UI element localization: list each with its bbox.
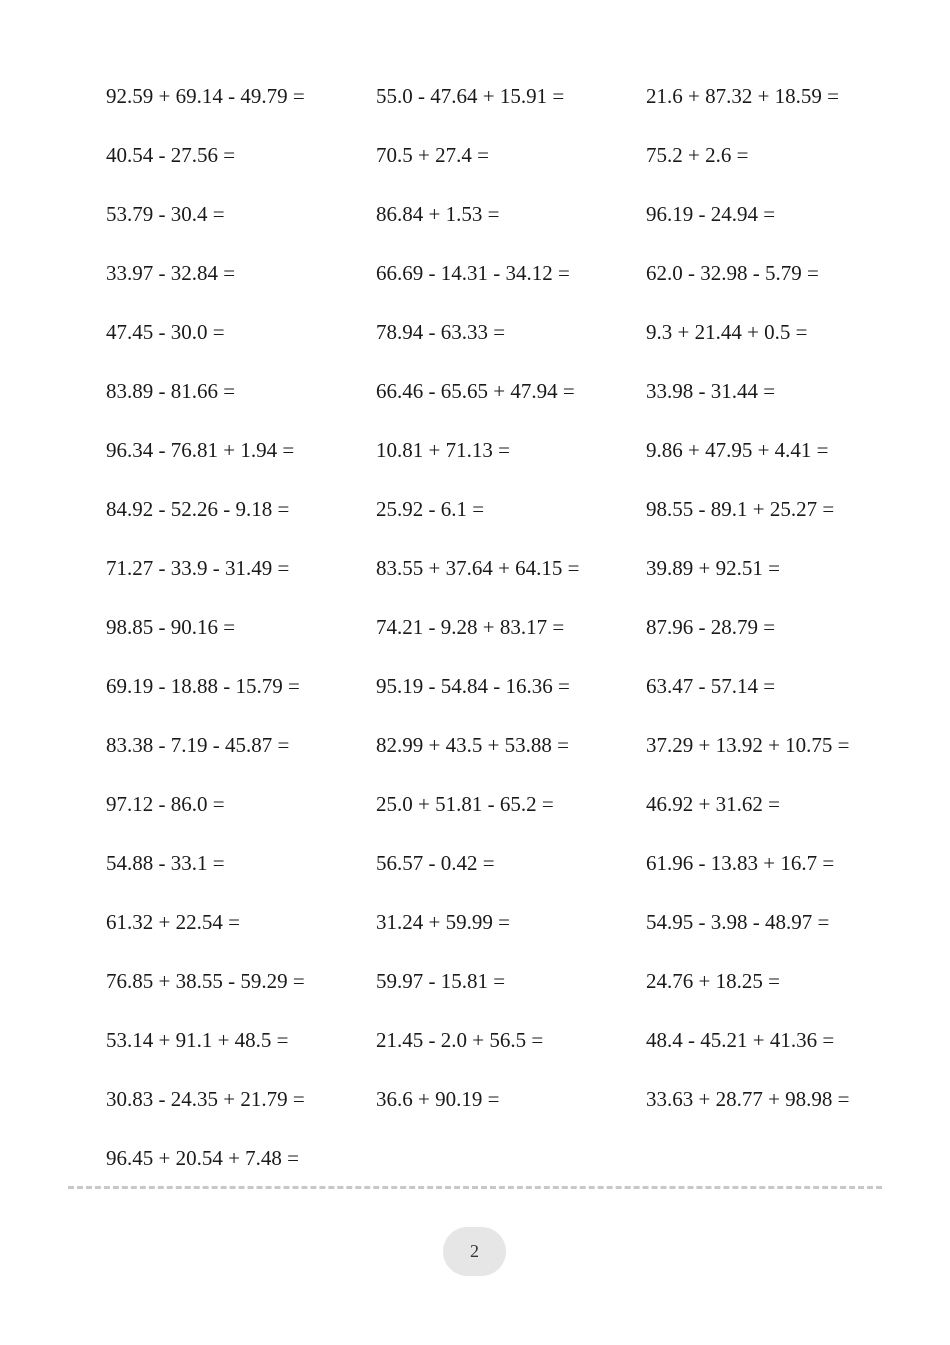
math-problem: 83.55 + 37.64 + 64.15 = — [376, 556, 580, 580]
math-problem: 96.19 - 24.94 = — [646, 202, 776, 226]
math-problem: 33.63 + 28.77 + 98.98 = — [646, 1087, 850, 1111]
math-problem: 96.34 - 76.81 + 1.94 = — [106, 438, 295, 462]
dashed-divider — [68, 1186, 882, 1189]
math-problem: 78.94 - 63.33 = — [376, 320, 506, 344]
math-problem: 54.88 - 33.1 = — [106, 851, 225, 875]
math-problem: 59.97 - 15.81 = — [376, 969, 506, 993]
math-problem: 48.4 - 45.21 + 41.36 = — [646, 1028, 835, 1052]
math-problem: 71.27 - 33.9 - 31.49 = — [106, 556, 290, 580]
math-problem: 36.6 + 90.19 = — [376, 1087, 500, 1111]
math-problem: 92.59 + 69.14 - 49.79 = — [106, 84, 305, 108]
math-problem: 25.0 + 51.81 - 65.2 = — [376, 792, 554, 816]
math-problem: 37.29 + 13.92 + 10.75 = — [646, 733, 850, 757]
math-problem: 86.84 + 1.53 = — [376, 202, 500, 226]
problem-grid — [106, 78, 906, 1199]
math-problem: 55.0 - 47.64 + 15.91 = — [376, 84, 565, 108]
math-problem: 25.92 - 6.1 = — [376, 497, 485, 521]
math-problem: 82.99 + 43.5 + 53.88 = — [376, 733, 570, 757]
math-problem: 83.38 - 7.19 - 45.87 = — [106, 733, 290, 757]
math-problem: 97.12 - 86.0 = — [106, 792, 225, 816]
math-problem: 66.46 - 65.65 + 47.94 = — [376, 379, 575, 403]
math-problem: 47.45 - 30.0 = — [106, 320, 225, 344]
math-problem: 95.19 - 54.84 - 16.36 = — [376, 674, 570, 698]
math-problem: 98.55 - 89.1 + 25.27 = — [646, 497, 835, 521]
math-problem: 30.83 - 24.35 + 21.79 = — [106, 1087, 305, 1111]
math-problem: 76.85 + 38.55 - 59.29 = — [106, 969, 305, 993]
page-number-badge: 2 — [443, 1227, 506, 1276]
math-problem: 31.24 + 59.99 = — [376, 910, 510, 934]
math-problem: 84.92 - 52.26 - 9.18 = — [106, 497, 290, 521]
math-problem: 87.96 - 28.79 = — [646, 615, 776, 639]
math-problem: 53.14 + 91.1 + 48.5 = — [106, 1028, 289, 1052]
math-problem: 9.3 + 21.44 + 0.5 = — [646, 320, 808, 344]
math-problem: 69.19 - 18.88 - 15.79 = — [106, 674, 300, 698]
math-problem: 61.96 - 13.83 + 16.7 = — [646, 851, 835, 875]
math-problem: 24.76 + 18.25 = — [646, 969, 780, 993]
math-problem: 21.6 + 87.32 + 18.59 = — [646, 84, 840, 108]
math-problem: 39.89 + 92.51 = — [646, 556, 780, 580]
math-problem: 21.45 - 2.0 + 56.5 = — [376, 1028, 544, 1052]
math-problem: 56.57 - 0.42 = — [376, 851, 495, 875]
math-problem: 53.79 - 30.4 = — [106, 202, 225, 226]
math-problem: 46.92 + 31.62 = — [646, 792, 780, 816]
math-problem: 70.5 + 27.4 = — [376, 143, 489, 167]
math-problem: 75.2 + 2.6 = — [646, 143, 749, 167]
math-problem: 33.97 - 32.84 = — [106, 261, 236, 285]
math-problem: 96.45 + 20.54 + 7.48 = — [106, 1146, 300, 1170]
math-problem: 98.85 - 90.16 = — [106, 615, 236, 639]
math-problem: 62.0 - 32.98 - 5.79 = — [646, 261, 819, 285]
math-problem: 74.21 - 9.28 + 83.17 = — [376, 615, 565, 639]
math-problem: 10.81 + 71.13 = — [376, 438, 510, 462]
math-problem: 61.32 + 22.54 = — [106, 910, 240, 934]
math-problem: 66.69 - 14.31 - 34.12 = — [376, 261, 570, 285]
math-problem: 83.89 - 81.66 = — [106, 379, 236, 403]
math-problem: 40.54 - 27.56 = — [106, 143, 236, 167]
math-problem: 63.47 - 57.14 = — [646, 674, 776, 698]
math-problem: 33.98 - 31.44 = — [646, 379, 776, 403]
math-problem: 54.95 - 3.98 - 48.97 = — [646, 910, 830, 934]
math-problem: 9.86 + 47.95 + 4.41 = — [646, 438, 829, 462]
